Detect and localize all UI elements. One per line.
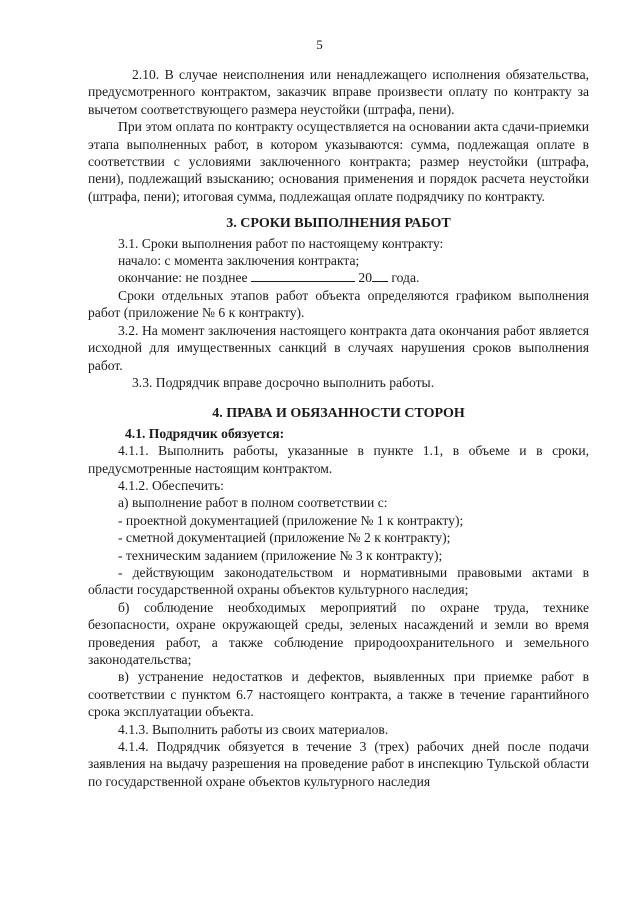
term-end-year: 20 [358, 270, 372, 286]
list-item: - проектной документацией (приложение № 1 к контракту); [118, 512, 464, 528]
paragraph-3-3: 3.3. Подрядчик вправе досрочно выполнить работы. [132, 374, 435, 390]
paragraph-b: б) соблюдение необходимых мероприятий по охране труда, технике безопасности, охране окружающей среды, зеленых насаждений и земли во время проведения работ, а также соблюдение природоохранительного и земельного законодательства; [88, 599, 589, 667]
term-start: начало: с момента заключения контракта; [118, 253, 360, 269]
term-end-suffix: года. [391, 270, 420, 286]
paragraph-2-10: 2.10. В случае неисполнения или ненадлежащего исполнения обязательства, предусмотренного контрактом, заказчик вправе произвести оплату по контракту за вычетом соответствующего размера неустойки (штрафа, пени). [88, 67, 589, 117]
year-blank-field [372, 269, 388, 282]
paragraph-v: в) устранение недостатков и дефектов, выявленных при приемке работ в соответствии с пунктом 6.7 настоящего контракта, а также в течение гарантийного срока эксплуатации объекта. [88, 669, 589, 720]
paragraph-3-1: 3.1. Сроки выполнения работ по настоящему контракту: [118, 235, 444, 251]
section-3-title: 3. СРОКИ ВЫПОЛНЕНИЯ РАБОТ [226, 216, 451, 232]
term-end [88, 269, 589, 286]
paragraph-stages: Сроки отдельных этапов работ объекта определяются графиком выполнения работ (приложение № 6 к контракту). [88, 287, 589, 321]
list-item: - техническим заданием (приложение № 3 к контракту); [118, 547, 443, 563]
paragraph-3-2: 3.2. На момент заключения настоящего контракта дата окончания работ является исходной для имущественных санкций в случаях нарушения сроков выполнения работ. [88, 322, 589, 373]
page-number: 5 [316, 37, 323, 52]
paragraph-4-1-4: 4.1.4. Подрядчик обязуется в течение 3 (трех) рабочих дней после подачи заявления на выдачу разрешения на проведение работ в инспекцию Тульской области по государственной охране объектов культурного наследия [88, 739, 589, 789]
paragraph-4-1-1: 4.1.1. Выполнить работы, указанные в пункте 1.1, в объеме и в сроки, предусмотренные настоящим контрактом. [88, 443, 589, 476]
list-item: - действующим законодательством и нормативными правовыми актами в области государственной охраны объектов культурного наследия; [88, 564, 589, 598]
date-blank-field [251, 269, 355, 282]
document-body [88, 66, 589, 790]
term-end-prefix: окончание: не позднее [118, 270, 248, 286]
paragraph-a: а) выполнение работ в полном соответствии с: [118, 495, 388, 511]
subsection-4-1: 4.1. Подрядчик обязуется: [125, 425, 285, 441]
list-item: - сметной документацией (приложение № 2 к контракту); [118, 530, 451, 546]
paragraph-4-1-3: 4.1.3. Выполнить работы из своих материалов. [118, 721, 389, 737]
paragraph-payment: При этом оплата по контракту осуществляется на основании акта сдачи-приемки этапа выполненных работ, в котором указываются: сумма, подлежащая оплате в соответствии с условиями заключенного контракта; размер неустойки (штрафа, пени), подлежащий взысканию; основания применения и порядок расчета неустойки (штрафа, пени); итоговая сумма, подлежащая оплате подрядчику по контракту. [88, 119, 589, 204]
section-4-title: 4. ПРАВА И ОБЯЗАННОСТИ СТОРОН [212, 406, 465, 422]
paragraph-4-1-2: 4.1.2. Обеспечить: [118, 477, 224, 493]
